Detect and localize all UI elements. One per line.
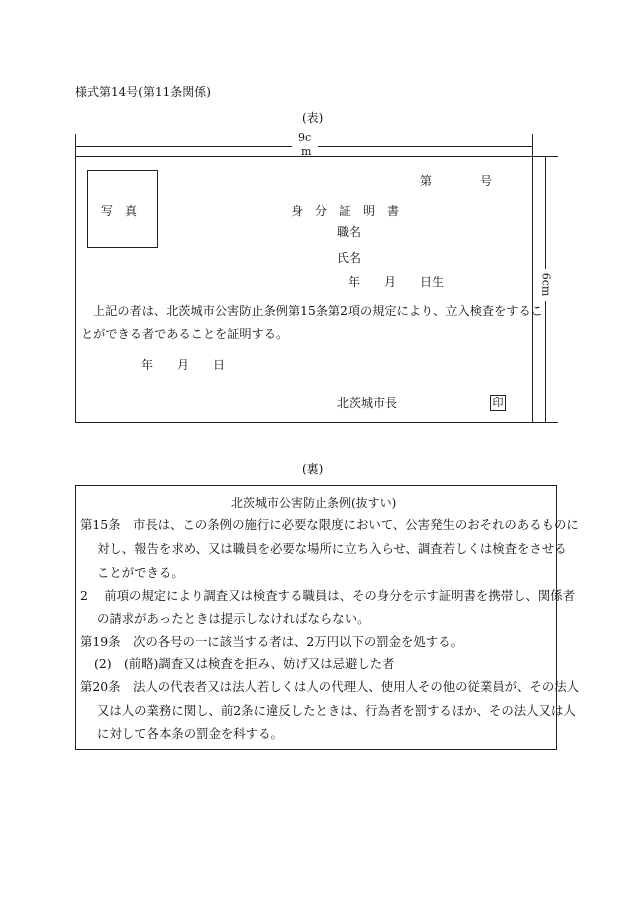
photo-label: 写 真 — [101, 204, 138, 218]
ordinance-line: (2) (前略)調査又は検査を拒み、妨げ又は忌避した者 — [94, 656, 395, 671]
issue-date-label: 年 月 日 — [141, 358, 226, 372]
ordinance-line: の請求があったときは提示しなければならない。 — [97, 611, 370, 626]
certificate-title: 身 分 証 明 書 — [291, 204, 400, 218]
birth-date-label: 年 月 日生 — [348, 275, 445, 289]
ordinance-line: 第15条 市長は、この条例の施行に必要な限度において、公害発生のおそれのあるものに — [80, 517, 579, 532]
ordinance-line: 第19条 次の各号の一に該当する者は、2万円以下の罰金を処する。 — [80, 634, 463, 649]
official-seal: 印 — [490, 395, 506, 411]
ordinance-line: 又は人の業務に関し、前2条に違反したときは、行為者を罰するほか、その法人又は人 — [97, 703, 576, 718]
certificate-number-label: 第 号 — [420, 174, 493, 188]
position-label: 職名 — [337, 225, 362, 239]
width-dimension-label-bottom: m — [301, 145, 312, 158]
ordinance-line: 対し、報告を求め、又は職員を必要な場所に立ち入らせ、調査若しくは検査をさせる — [97, 541, 567, 556]
width-dimension-line-left — [75, 146, 292, 147]
height-dimension-bottom-tick — [532, 422, 558, 423]
width-dimension-line-right — [318, 146, 532, 147]
height-dimension-label: 6cm — [539, 272, 553, 297]
back-side-label: (裏) — [302, 462, 324, 476]
certification-text-line-2: とができる者であることを証明する。 — [81, 327, 289, 341]
issuer-name: 北茨城市長 — [337, 396, 398, 410]
height-dimension-line-upper — [545, 156, 546, 269]
name-label: 氏名 — [337, 251, 362, 265]
ordinance-line: ことができる。 — [97, 565, 184, 580]
ordinance-excerpt-title: 北茨城市公害防止条例(抜すい) — [231, 496, 397, 510]
height-dimension-line-lower — [545, 301, 546, 422]
form-number: 様式第14号(第11条関係) — [75, 85, 211, 99]
ordinance-line: に対して各本条の罰金を科する。 — [97, 726, 283, 741]
certification-text-line-1: 上記の者は、北茨城市公害防止条例第15条第2項の規定により、立入検査をするこ — [93, 304, 543, 318]
front-side-label: (表) — [302, 111, 324, 125]
width-dimension-label-top: 9c — [298, 131, 312, 144]
ordinance-line: 第20条 法人の代表者又は法人若しくは人の代理人、使用人その他の従業員が、その法人 — [80, 679, 580, 694]
ordinance-line: 2 前項の規定により調査又は検査する職員は、その身分を示す証明書を携帯し、関係者 — [80, 588, 576, 603]
